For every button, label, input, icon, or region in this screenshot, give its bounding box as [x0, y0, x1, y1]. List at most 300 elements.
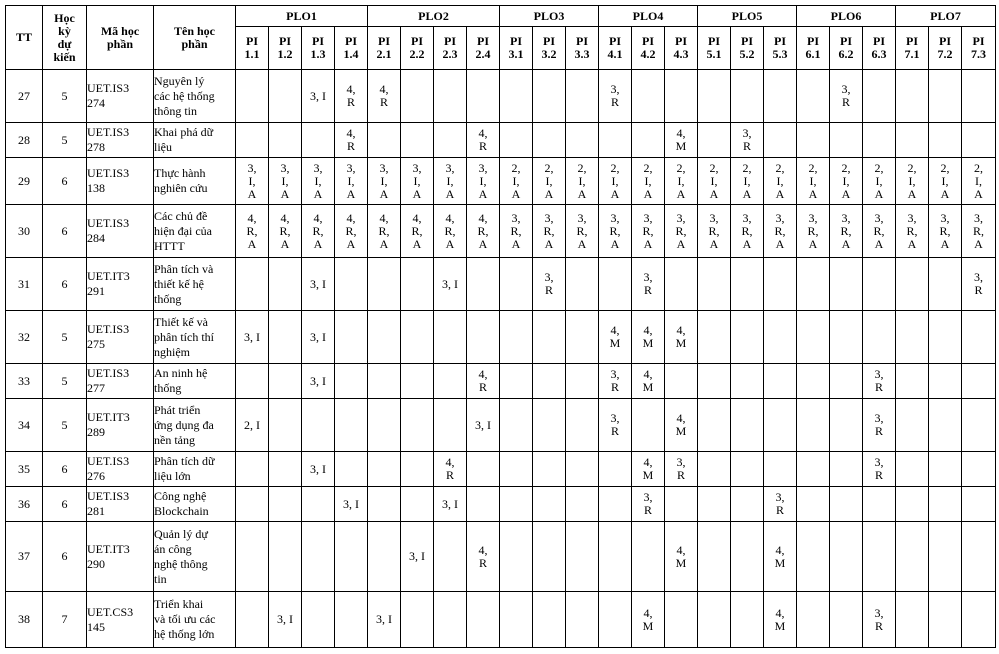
pi-mapping-cell: [731, 158, 764, 205]
pi-header: [863, 27, 896, 70]
pi-mapping-cell-line: 3,: [874, 455, 884, 469]
pi-header: [929, 27, 962, 70]
pi-mapping-cell: [731, 592, 764, 648]
pi-mapping-cell-line: A: [280, 186, 290, 201]
pi-mapping-cell: [599, 592, 632, 648]
pi-mapping-cell-line: A: [478, 236, 488, 251]
pi-mapping-cell: [467, 487, 500, 522]
pi-mapping-cell-line: 3,: [907, 210, 917, 225]
pi-mapping-cell-line: R,: [444, 223, 456, 238]
pi-mapping-cell-line: A: [379, 186, 389, 201]
pi-mapping-cell-line: I,: [512, 173, 520, 188]
pi-header-line: PI: [708, 34, 720, 48]
pi-mapping-cell-line: 3,: [874, 605, 884, 620]
course-name-cell-line: các hệ thống: [154, 88, 215, 103]
pi-mapping-cell: [665, 592, 698, 648]
pi-mapping-cell: [632, 311, 665, 364]
pi-mapping-cell: [764, 487, 797, 522]
row-number: 27: [6, 70, 43, 123]
pi-mapping-cell: [599, 205, 632, 258]
pi-mapping-cell: [500, 70, 533, 123]
pi-mapping-cell: [302, 487, 335, 522]
pi-mapping-cell-line: I,: [611, 173, 619, 188]
pi-mapping-cell-line: 3, I: [310, 276, 326, 291]
pi-mapping-cell: [434, 158, 467, 205]
plo-header: PLO7: [896, 6, 996, 27]
pi-mapping-cell-line: M: [642, 468, 654, 482]
pi-mapping-cell-line: 3,: [643, 270, 653, 284]
pi-mapping-cell-line: 3,: [874, 210, 884, 225]
pi-mapping-cell: [434, 258, 467, 311]
pi-mapping-cell: [368, 399, 401, 452]
pi-header-line: 7.1: [904, 47, 920, 61]
course-name-cell-line: Phân tích dữ: [154, 454, 215, 468]
pi-mapping-cell: [599, 452, 632, 487]
plo-header: PLO5: [698, 6, 797, 27]
pi-mapping-cell-line: 4,: [643, 367, 653, 381]
pi-mapping-cell: [797, 452, 830, 487]
pi-mapping-cell: [269, 123, 302, 158]
pi-header-line: PI: [675, 34, 687, 48]
pi-mapping-cell-line: 3,: [610, 367, 620, 381]
course-code-cell: [87, 70, 154, 123]
pi-mapping-cell-line: A: [379, 236, 389, 251]
pi-mapping-cell-line: A: [841, 236, 851, 251]
pi-mapping-cell: [929, 487, 962, 522]
pi-mapping-cell: [764, 399, 797, 452]
pi-mapping-cell-line: R,: [939, 223, 951, 238]
pi-mapping-cell: [731, 399, 764, 452]
pi-mapping-cell: [401, 452, 434, 487]
pi-mapping-cell: [302, 592, 335, 648]
pi-mapping-cell: [434, 522, 467, 592]
pi-mapping-cell: [500, 311, 533, 364]
pi-mapping-cell-line: 4,: [313, 210, 323, 225]
course-name-cell-line: Công nghệ: [154, 489, 207, 503]
pi-mapping-cell-line: 2,: [511, 160, 521, 175]
pi-mapping-cell-line: A: [742, 236, 752, 251]
row-number: 36: [6, 487, 43, 522]
pi-mapping-cell-line: A: [280, 236, 290, 251]
pi-mapping-cell-line: A: [544, 236, 554, 251]
pi-mapping-cell-line: 4,: [412, 210, 422, 225]
pi-mapping-cell: [698, 592, 731, 648]
pi-mapping-cell-line: 4,: [775, 542, 785, 557]
pi-header-line: 2.1: [376, 47, 392, 61]
pi-mapping-cell-line: R,: [609, 223, 621, 238]
pi-header: [401, 27, 434, 70]
pi-mapping-cell: [929, 70, 962, 123]
pi-mapping-cell: [599, 522, 632, 592]
pi-mapping-cell-line: A: [346, 186, 356, 201]
pi-mapping-cell-line: 2,: [676, 160, 686, 175]
pi-mapping-cell-line: 4,: [643, 323, 653, 337]
pi-mapping-cell: [731, 364, 764, 399]
course-code-cell-line: 275: [87, 337, 105, 351]
pi-header-line: PI: [312, 34, 324, 48]
pi-mapping-cell-line: A: [412, 236, 422, 251]
course-code-cell: [87, 364, 154, 399]
pi-mapping-cell-line: R,: [972, 223, 984, 238]
pi-header-line: PI: [510, 34, 522, 48]
table-row: [6, 487, 996, 522]
course-name-cell-line: nghệ thông: [154, 556, 208, 571]
course-code-cell-line: UET.IT3: [87, 410, 130, 424]
pi-header-line: PI: [576, 34, 588, 48]
pi-mapping-cell-line: A: [544, 186, 554, 201]
row-number: 30: [6, 205, 43, 258]
pi-mapping-cell-line: 3,: [643, 210, 653, 225]
pi-mapping-cell-line: R,: [873, 223, 885, 238]
pi-mapping-cell: [731, 487, 764, 522]
pi-mapping-cell-line: I,: [743, 173, 751, 188]
course-code-cell-line: 289: [87, 425, 105, 439]
course-name-cell: [154, 158, 236, 205]
semester-cell: 6: [43, 205, 87, 258]
pi-mapping-cell: [896, 70, 929, 123]
course-name-cell: [154, 123, 236, 158]
pi-mapping-cell: [698, 452, 731, 487]
pi-mapping-cell: [863, 258, 896, 311]
pi-mapping-cell: [335, 311, 368, 364]
pi-mapping-cell-line: 3,: [643, 490, 653, 504]
pi-mapping-cell: [731, 123, 764, 158]
pi-header-line: PI: [873, 34, 885, 48]
pi-mapping-cell: [698, 487, 731, 522]
pi-mapping-cell-line: A: [247, 236, 257, 251]
pi-header-line: PI: [939, 34, 951, 48]
table-row: [6, 399, 996, 452]
pi-mapping-cell: [335, 487, 368, 522]
pi-mapping-cell-line: R: [445, 468, 454, 482]
pi-mapping-cell: [467, 70, 500, 123]
pi-header-line: 5.2: [739, 47, 755, 61]
pi-mapping-cell-line: 4,: [643, 455, 653, 469]
pi-header: [533, 27, 566, 70]
pi-mapping-cell-line: 3,: [313, 160, 323, 175]
pi-mapping-cell-line: R,: [510, 223, 522, 238]
pi-mapping-cell: [599, 258, 632, 311]
pi-mapping-cell: [962, 399, 996, 452]
plo-mapping-table: [5, 5, 996, 648]
col-header-semester: [43, 6, 87, 70]
pi-header-line: 1.3: [310, 47, 326, 61]
table-row: [6, 452, 996, 487]
pi-mapping-cell: [929, 311, 962, 364]
course-name-cell-line: Triển khai: [154, 597, 204, 611]
col-header-code-line: phần: [106, 36, 134, 51]
pi-mapping-cell: [236, 487, 269, 522]
pi-mapping-cell: [566, 399, 599, 452]
pi-mapping-cell: [434, 364, 467, 399]
col-header-semester-line: kiến: [53, 49, 76, 64]
pi-mapping-cell: [566, 70, 599, 123]
pi-mapping-cell-line: 3, I: [310, 373, 326, 388]
pi-mapping-cell: [434, 399, 467, 452]
pi-mapping-cell: [962, 258, 996, 311]
course-code-cell: [87, 522, 154, 592]
pi-mapping-cell-line: 3,: [974, 210, 983, 225]
pi-mapping-cell: [863, 487, 896, 522]
semester-cell: 5: [43, 364, 87, 399]
pi-mapping-cell: [863, 158, 896, 205]
pi-mapping-cell-line: 3,: [478, 160, 488, 175]
pi-header: [335, 27, 368, 70]
pi-mapping-cell: [500, 487, 533, 522]
pi-mapping-cell: [665, 452, 698, 487]
pi-mapping-cell: [434, 311, 467, 364]
pi-mapping-cell: [269, 452, 302, 487]
pi-mapping-cell: [962, 123, 996, 158]
course-name-cell-line: và tối ưu các: [154, 612, 216, 626]
pi-mapping-cell: [269, 487, 302, 522]
pi-mapping-cell: [929, 592, 962, 648]
pi-mapping-cell-line: I,: [281, 173, 289, 188]
pi-header: [599, 27, 632, 70]
pi-mapping-cell: [632, 399, 665, 452]
semester-cell: 6: [43, 258, 87, 311]
pi-mapping-cell: [533, 592, 566, 648]
pi-mapping-cell-line: M: [642, 336, 654, 350]
pi-mapping-cell: [533, 487, 566, 522]
pi-mapping-cell: [533, 70, 566, 123]
pi-header-line: PI: [642, 34, 654, 48]
pi-mapping-cell: [698, 205, 731, 258]
col-header-name: [154, 6, 236, 70]
pi-mapping-cell: [302, 158, 335, 205]
course-name-cell: [154, 452, 236, 487]
pi-mapping-cell: [665, 487, 698, 522]
pi-mapping-cell-line: A: [709, 236, 719, 251]
row-number: 38: [6, 592, 43, 648]
pi-mapping-cell: [368, 452, 401, 487]
pi-header: [368, 27, 401, 70]
pi-mapping-cell-line: 4,: [478, 367, 488, 381]
pi-mapping-cell: [500, 158, 533, 205]
semester-cell: 5: [43, 123, 87, 158]
course-code-cell-line: 284: [87, 231, 105, 245]
pi-mapping-cell-line: 2,: [577, 160, 587, 175]
course-code-cell: [87, 592, 154, 648]
pi-header: [500, 27, 533, 70]
course-code-cell: [87, 452, 154, 487]
pi-mapping-cell-line: R: [610, 95, 619, 109]
pi-mapping-cell-line: 2,: [808, 160, 818, 175]
pi-mapping-cell-line: 3, I: [244, 329, 260, 344]
course-code-cell: [87, 123, 154, 158]
pi-mapping-cell-line: R,: [708, 223, 720, 238]
pi-mapping-cell-line: R: [874, 424, 883, 438]
pi-mapping-cell: [236, 158, 269, 205]
pi-mapping-cell-line: R: [874, 380, 883, 394]
row-number: 37: [6, 522, 43, 592]
pi-mapping-cell: [302, 452, 335, 487]
pi-mapping-cell: [566, 364, 599, 399]
col-header-tt: TT: [6, 6, 43, 70]
pi-mapping-cell-line: R,: [312, 223, 324, 238]
pi-mapping-cell: [929, 205, 962, 258]
pi-mapping-cell-line: A: [643, 186, 653, 201]
pi-header-line: 1.4: [343, 47, 359, 61]
pi-header-line: PI: [444, 34, 456, 48]
pi-mapping-cell-line: R,: [906, 223, 918, 238]
pi-mapping-cell-line: 3,: [841, 82, 851, 96]
col-header-name-line: phần: [181, 36, 208, 51]
course-name-cell: [154, 399, 236, 452]
pi-mapping-cell-line: I,: [413, 173, 421, 188]
pi-mapping-cell-line: 4,: [478, 126, 488, 140]
pi-mapping-cell: [533, 205, 566, 258]
semester-cell: 7: [43, 592, 87, 648]
pi-mapping-cell: [632, 123, 665, 158]
pi-mapping-cell: [269, 399, 302, 452]
pi-mapping-cell-line: R,: [246, 223, 258, 238]
pi-mapping-cell: [500, 258, 533, 311]
pi-mapping-cell: [764, 70, 797, 123]
course-code-cell-line: 278: [87, 140, 105, 154]
pi-mapping-cell: [830, 258, 863, 311]
pi-mapping-cell-line: 3, I: [277, 612, 293, 626]
pi-mapping-cell: [368, 592, 401, 648]
pi-mapping-cell: [467, 522, 500, 592]
pi-mapping-cell: [731, 311, 764, 364]
pi-mapping-cell-line: 2,: [874, 160, 884, 175]
pi-mapping-cell: [467, 123, 500, 158]
pi-mapping-cell-line: A: [775, 236, 785, 251]
pi-mapping-cell-line: 2,: [841, 160, 851, 175]
pi-mapping-cell-line: M: [774, 555, 786, 570]
pi-header-line: 6.1: [805, 47, 821, 61]
col-header-code: [87, 6, 154, 70]
pi-mapping-cell: [434, 70, 467, 123]
pi-header-line: 3.3: [574, 47, 590, 61]
pi-mapping-cell-line: 4,: [478, 542, 488, 557]
pi-mapping-cell-line: A: [775, 186, 785, 201]
pi-header: [434, 27, 467, 70]
course-code-cell: [87, 158, 154, 205]
pi-mapping-cell: [764, 123, 797, 158]
pi-mapping-cell: [401, 123, 434, 158]
pi-mapping-cell: [764, 158, 797, 205]
course-code-cell-line: UET.IS3: [87, 166, 130, 180]
pi-mapping-cell-line: A: [643, 236, 653, 251]
pi-mapping-cell-line: 3,: [775, 210, 785, 225]
pi-mapping-cell: [830, 70, 863, 123]
pi-mapping-cell: [269, 592, 302, 648]
pi-mapping-cell: [500, 123, 533, 158]
pi-mapping-cell: [797, 70, 830, 123]
pi-mapping-cell-line: M: [675, 139, 687, 153]
pi-mapping-cell-line: R,: [807, 223, 819, 238]
pi-mapping-cell-line: I,: [776, 173, 784, 188]
pi-mapping-cell: [797, 258, 830, 311]
pi-mapping-cell-line: A: [709, 186, 719, 201]
pi-mapping-cell: [236, 311, 269, 364]
pi-mapping-cell: [335, 364, 368, 399]
pi-mapping-cell-line: 3,: [412, 160, 422, 175]
pi-mapping-cell: [533, 123, 566, 158]
pi-mapping-cell: [962, 158, 996, 205]
pi-mapping-cell: [830, 452, 863, 487]
pi-mapping-cell: [830, 158, 863, 205]
pi-mapping-cell-line: A: [313, 186, 323, 201]
pi-mapping-cell-line: A: [974, 186, 983, 201]
pi-mapping-cell: [236, 205, 269, 258]
pi-mapping-cell: [533, 258, 566, 311]
pi-header: [269, 27, 302, 70]
pi-mapping-cell-line: M: [642, 618, 654, 633]
pi-mapping-cell: [599, 487, 632, 522]
course-code-cell-line: 290: [87, 556, 105, 571]
pi-mapping-cell-line: 4,: [280, 210, 290, 225]
course-code-cell-line: 276: [87, 469, 105, 483]
table-row: [6, 205, 996, 258]
course-name-cell-line: Các chủ đề: [154, 208, 208, 223]
pi-mapping-cell-line: A: [907, 186, 917, 201]
pi-mapping-cell-line: R,: [576, 223, 588, 238]
pi-mapping-cell: [302, 311, 335, 364]
course-code-cell: [87, 205, 154, 258]
pi-mapping-cell-line: 3,: [577, 210, 587, 225]
pi-mapping-cell: [632, 364, 665, 399]
pi-mapping-cell-line: 3,: [940, 210, 950, 225]
pi-mapping-cell-line: R: [676, 468, 685, 482]
pi-mapping-cell: [533, 522, 566, 592]
course-name-cell: [154, 592, 236, 648]
pi-mapping-cell: [269, 258, 302, 311]
pi-header: [962, 27, 996, 70]
pi-mapping-cell: [368, 258, 401, 311]
table-row: [6, 522, 996, 592]
pi-mapping-cell: [665, 522, 698, 592]
plo-header: PLO2: [368, 6, 500, 27]
pi-mapping-cell: [632, 205, 665, 258]
row-number: 35: [6, 452, 43, 487]
pi-mapping-cell: [929, 364, 962, 399]
pi-mapping-cell-line: I,: [314, 173, 322, 188]
course-code-cell-line: 138: [87, 181, 105, 195]
pi-mapping-cell: [434, 205, 467, 258]
pi-mapping-cell-line: 3,: [379, 160, 389, 175]
course-code-cell-line: 274: [87, 96, 105, 110]
pi-header-line: PI: [345, 34, 357, 48]
course-name-cell-line: nền tảng: [154, 432, 195, 447]
pi-header-line: 7.3: [971, 47, 986, 61]
pi-mapping-cell-line: 3,: [709, 210, 719, 225]
table-row: [6, 123, 996, 158]
pi-mapping-cell: [896, 522, 929, 592]
pi-mapping-cell: [533, 158, 566, 205]
pi-mapping-cell: [764, 452, 797, 487]
pi-mapping-cell: [500, 592, 533, 648]
pi-header-line: PI: [807, 34, 819, 48]
pi-mapping-cell-line: M: [675, 555, 687, 570]
pi-mapping-cell-line: R: [346, 95, 355, 109]
pi-mapping-cell-line: 4,: [346, 126, 356, 140]
pi-mapping-cell-line: 3,: [247, 160, 257, 175]
pi-header: [302, 27, 335, 70]
pi-mapping-cell: [401, 399, 434, 452]
pi-mapping-cell: [665, 123, 698, 158]
pi-mapping-cell: [665, 70, 698, 123]
pi-mapping-cell: [698, 311, 731, 364]
pi-mapping-cell-line: R: [874, 468, 883, 482]
pi-mapping-cell: [533, 311, 566, 364]
pi-mapping-cell-line: 2,: [610, 160, 620, 175]
table-row: [6, 364, 996, 399]
course-name-cell-line: thiết kế hệ: [154, 276, 204, 291]
pi-mapping-cell-line: I,: [380, 173, 388, 188]
